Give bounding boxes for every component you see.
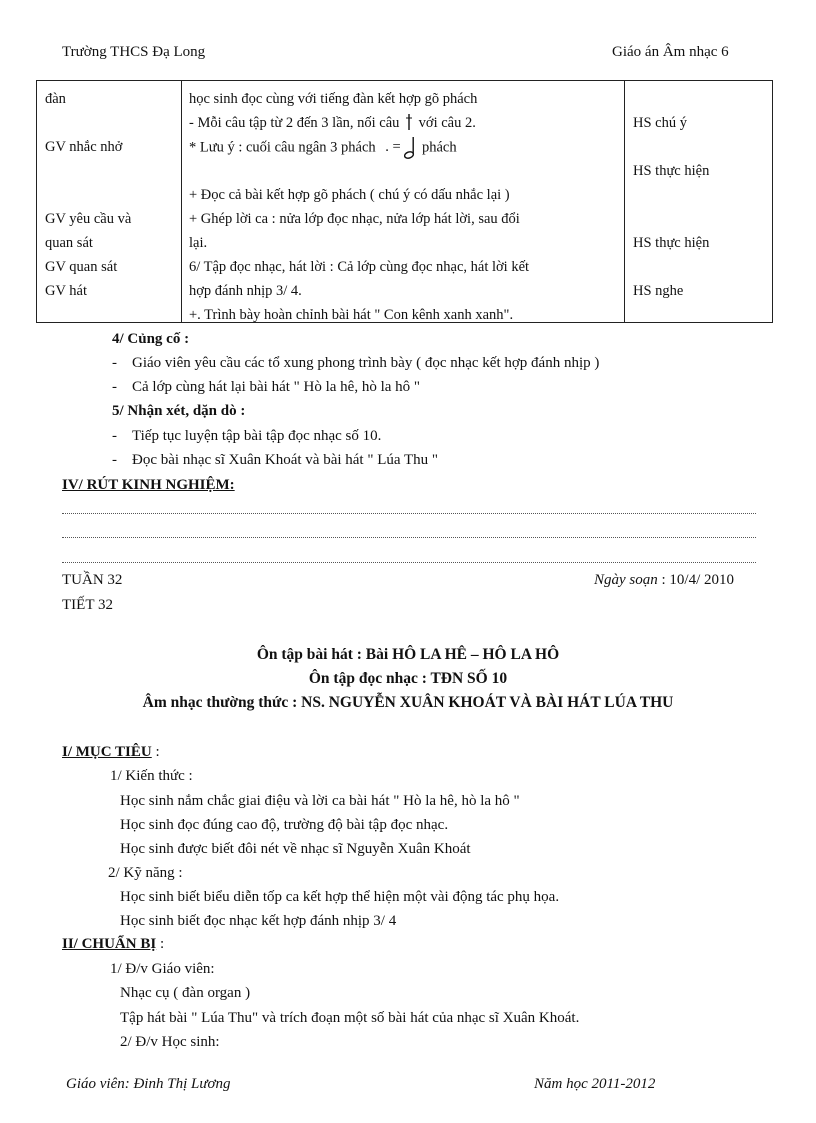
list-item-text: Tiếp tục luyện tập bài tập đọc nhạc số 10. [132, 428, 382, 444]
repeat-mark-icon [403, 112, 415, 136]
knowledge-item: Học sinh đọc đúng cao độ, trường độ bài tập đọc nhạc. [120, 817, 449, 833]
knowledge-title: 1/ Kiến thức : [110, 768, 193, 784]
teacher-prep-item: Tập hát bài " Lúa Thu" và trích đoạn một số bài hát của nhạc sĩ Xuân Khoát. [120, 1010, 580, 1026]
table-divider [181, 81, 182, 322]
student-prep-title: 2/ Đ/v Học sinh: [120, 1034, 220, 1050]
lesson-title-2: Ôn tập đọc nhạc : TĐN SỐ 10 [308, 670, 508, 687]
dotted-line [62, 562, 756, 563]
week-label: TUẦN 32 [62, 572, 123, 588]
content-line [189, 111, 476, 136]
content-text: . = [385, 139, 401, 156]
list-item: - Giáo viên yêu cầu các tổ xung phong trình bày ( đọc nhạc kết hợp đánh nhịp ) [112, 355, 600, 371]
content-line [189, 135, 457, 161]
objectives-colon: : [151, 744, 160, 760]
teacher-activity: quan sát [45, 235, 93, 251]
teacher-activity: GV hát [45, 283, 88, 299]
knowledge-item: Học sinh được biết đôi nét về nhạc sĩ Nguyễn Xuân Khoát [120, 841, 471, 857]
dotted-line [62, 537, 756, 538]
teacher-activity: GV quan sát [45, 259, 118, 275]
content-line: hợp đánh nhịp 3/ 4. [189, 283, 302, 299]
lesson-title-3: Âm nhạc thường thức : NS. NGUYỄN XUÂN KHOÁT VÀ BÀI HÁT LÚA THU [142, 694, 674, 711]
teacher-activity: đàn [45, 91, 66, 107]
content-text: * Lưu ý : cuối câu ngân 3 phách [189, 139, 376, 156]
student-activity: HS nghe [633, 283, 684, 299]
list-item-text: Đọc bài nhạc sĩ Xuân Khoát và bài hát " Lúa Thu " [132, 452, 439, 468]
content-line: học sinh đọc cùng với tiếng đàn kết hợp gõ phách [189, 91, 478, 107]
content-line: lại. [189, 235, 208, 251]
prep-date [594, 572, 734, 589]
content-text: với câu 2. [418, 115, 476, 131]
teacher-activity: GV nhắc nhở [45, 139, 123, 155]
experience-title: IV/ RÚT KINH NGHIỆM: [62, 477, 235, 493]
list-item: - Đọc bài nhạc sĩ Xuân Khoát và bài hát " Lúa Thu " [112, 452, 439, 468]
student-activity: HS thực hiện [633, 235, 710, 251]
content-line: +. Trình bày hoàn chỉnh bài hát " Con kênh xanh xanh". [189, 307, 514, 323]
homework-title: 5/ Nhận xét, dặn dò : [112, 403, 246, 419]
header-doc-type: Giáo án Âm nhạc 6 [612, 44, 729, 60]
period-label: TIẾT 32 [62, 597, 113, 613]
teacher-activity: GV yêu cầu và [45, 211, 132, 227]
knowledge-item: Học sinh nắm chắc giai điệu và lời ca bài hát " Hò la hê, hò la hô " [120, 793, 520, 809]
footer-year: Năm học 2011-2012 [534, 1076, 656, 1092]
content-text: - Mỗi câu tập từ 2 đến 3 lần, nối câu [189, 115, 400, 131]
content-line: 6/ Tập đọc nhạc, hát lời : Cả lớp cùng đọc nhạc, hát lời kết [189, 259, 530, 275]
preparation-heading [62, 936, 164, 953]
content-line: + Đọc cả bài kết hợp gõ phách ( chú ý có dấu nhắc lại ) [189, 187, 510, 203]
list-item: - Cả lớp cùng hát lại bài hát " Hò la hê, hò la hô " [112, 379, 421, 395]
skills-item: Học sinh biết đọc nhạc kết hợp đánh nhịp 3/ 4 [120, 913, 397, 929]
student-activity: HS thực hiện [633, 163, 710, 179]
content-line: + Ghép lời ca : nửa lớp đọc nhạc, nửa lớp hát lời, sau đổi [189, 211, 520, 227]
list-item-text: Giáo viên yêu cầu các tổ xung phong trình bày ( đọc nhạc kết hợp đánh nhịp ) [132, 355, 600, 371]
teacher-prep-title: 1/ Đ/v Giáo viên: [110, 961, 215, 977]
objectives-title: I/ MỤC TIÊU [62, 744, 152, 760]
preparation-title: II/ CHUẨN BỊ [62, 936, 157, 952]
skills-item: Học sinh biết biểu diễn tốp ca kết hợp thể hiện một vài động tác phụ họa. [120, 889, 560, 905]
half-note-icon [404, 135, 418, 161]
consolidate-title: 4/ Củng cố : [112, 331, 190, 347]
teacher-prep-item: Nhạc cụ ( đàn organ ) [120, 985, 251, 1001]
objectives-heading [62, 744, 160, 761]
dotted-line [62, 513, 756, 514]
skills-title: 2/ Kỹ năng : [108, 865, 183, 881]
student-activity: HS chú ý [633, 115, 687, 131]
prep-date-value: : 10/4/ 2010 [661, 572, 735, 588]
table-divider [624, 81, 625, 322]
prep-date-label: Ngày soạn [594, 572, 658, 588]
list-item-text: Cả lớp cùng hát lại bài hát " Hò la hê, hò la hô " [132, 379, 421, 395]
lesson-activity-table [36, 80, 773, 323]
lesson-title-1: Ôn tập bài hát : Bài HÔ LA HÊ – HÔ LA HÔ [256, 646, 560, 663]
footer-teacher: Giáo viên: Đinh Thị Lương [66, 1076, 231, 1092]
preparation-colon: : [156, 936, 165, 952]
list-item: - Tiếp tục luyện tập bài tập đọc nhạc số 10. [112, 428, 382, 444]
content-text: phách [421, 139, 457, 156]
header-school: Trường THCS Đạ Long [62, 44, 206, 60]
